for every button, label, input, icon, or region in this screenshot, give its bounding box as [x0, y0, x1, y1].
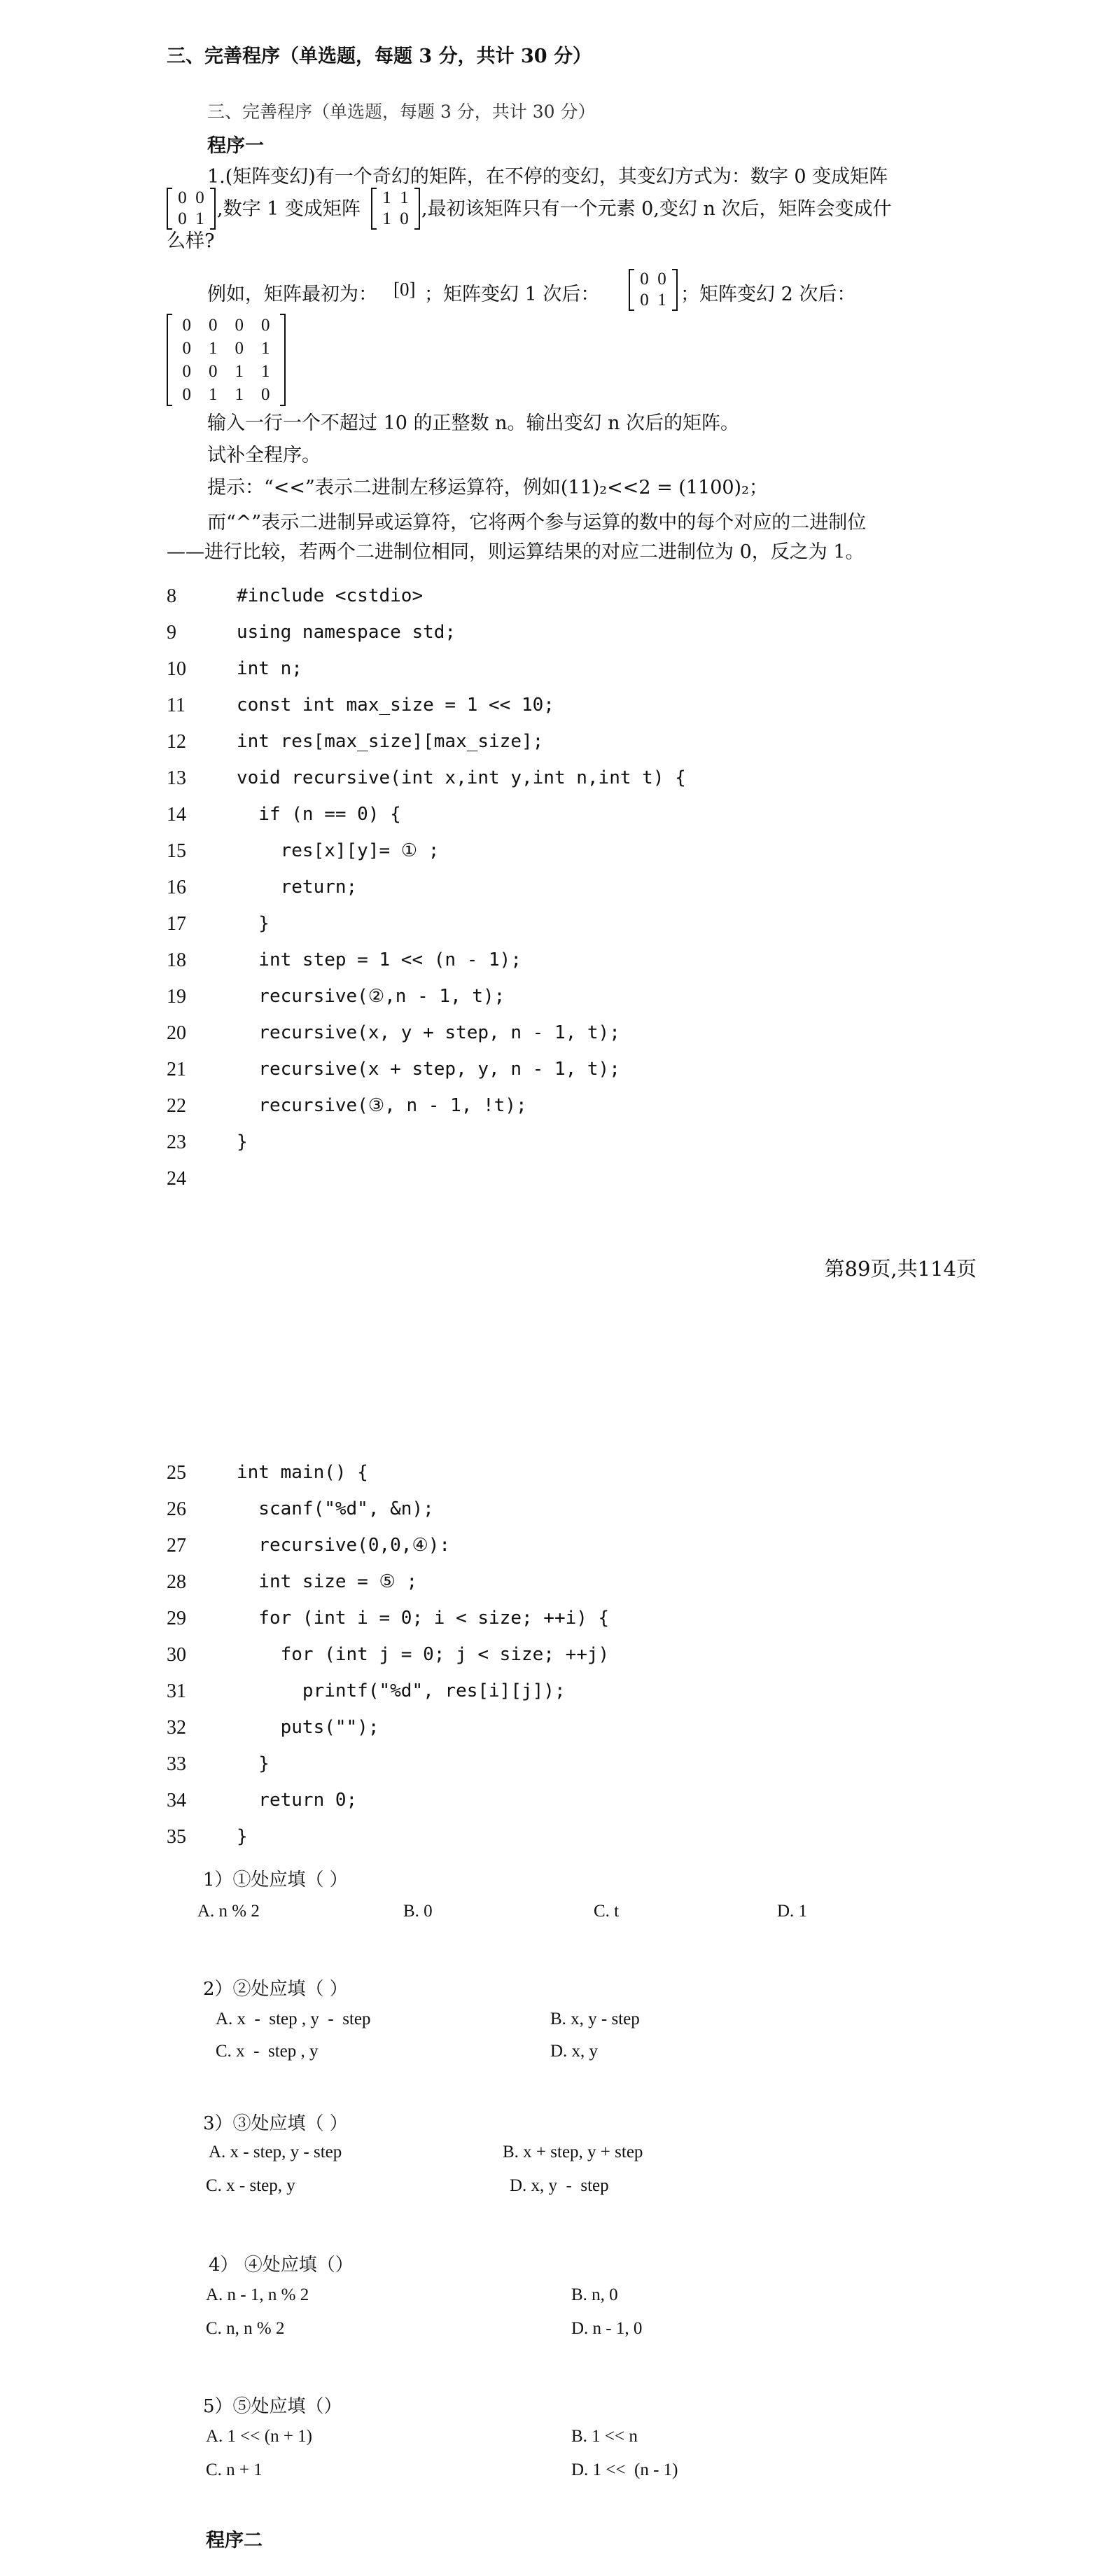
input-description: 输入一行一个不超过 10 的正整数 n。输出变幻 n 次后的矩阵。 [207, 412, 740, 434]
line-number: 11 [167, 695, 186, 716]
code-text: for (int i = 0; i < size; ++i) { [237, 1608, 610, 1629]
line-number: 22 [167, 1095, 186, 1117]
matrix-cell: 0 [640, 270, 649, 288]
matrix-cell: 0 [261, 315, 270, 335]
hint-line-2: 而“^”表示二进制异或运算符，它将两个参与运算的数中的每个对应的二进制位 [207, 512, 867, 534]
question-3-title: 3）③处应填（ ） [203, 2113, 348, 2134]
matrix-cell: 0 [235, 315, 244, 335]
matrix-cell: 1 [261, 338, 270, 358]
complete-instruction: 试补全程序。 [207, 445, 321, 466]
line-number: 19 [167, 986, 186, 1008]
matrix-cell: 0 [209, 315, 218, 335]
question-4-option-b: B. n, 0 [571, 2285, 618, 2304]
code-text: recursive(③, n - 1, !t); [237, 1095, 527, 1116]
code-text: int step = 1 << (n - 1); [237, 949, 522, 970]
matrix-cell: 0 [235, 338, 244, 358]
matrix-one [371, 188, 420, 230]
matrix-cell: 0 [640, 291, 649, 309]
matrix-cell: 0 [195, 188, 204, 207]
line-number: 24 [167, 1168, 186, 1190]
program-title: 程序一 [207, 135, 264, 157]
code-text: puts(""); [237, 1717, 379, 1738]
question-1-option-d: D. 1 [777, 1902, 808, 1921]
question-3-option-c: C. x - step, y [206, 2176, 295, 2195]
question-5-option-a: A. 1 << (n + 1) [206, 2427, 313, 2446]
code-text: scanf("%d", &n); [237, 1498, 434, 1519]
code-text: printf("%d", res[i][j]); [237, 1680, 566, 1701]
question-3-option-a: A. x - step, y - step [209, 2143, 342, 2161]
line-number: 18 [167, 949, 186, 971]
line-number: 16 [167, 877, 186, 898]
matrix-cell: 1 [382, 209, 391, 228]
line-number: 20 [167, 1022, 186, 1044]
line-number: 34 [167, 1790, 186, 1811]
question-2-option-d: D. x, y [550, 2042, 599, 2061]
question-2-option-b: B. x, y - step [550, 2010, 640, 2028]
line-number: 15 [167, 840, 186, 862]
matrix-cell: 0 [182, 338, 191, 358]
program-2-title: 程序二 [206, 2530, 263, 2551]
question-4-title: 4） ④处应填（） [209, 2255, 354, 2276]
example-text-b: ；矩阵变幻 1 次后： [424, 284, 600, 305]
matrix-cell: 1 [261, 361, 270, 381]
question-5-option-b: B. 1 << n [571, 2427, 638, 2446]
matrix-cell: 0 [182, 384, 191, 404]
code-text: void recursive(int x,int y,int n,int t) { [237, 767, 686, 788]
line-number: 35 [167, 1826, 186, 1848]
question-3-option-b: B. x + step, y + step [503, 2143, 643, 2161]
question-4-option-c: C. n, n % 2 [206, 2319, 285, 2338]
line-number: 26 [167, 1498, 186, 1520]
code-text: } [237, 913, 270, 934]
code-text: } [237, 1826, 248, 1847]
line-number: 17 [167, 913, 186, 935]
question-4-option-d: D. n - 1, 0 [571, 2319, 643, 2338]
matrix-cell: 1 [382, 188, 391, 207]
code-text: int size = ⑤ ; [237, 1571, 418, 1592]
code-text: return; [237, 877, 358, 898]
example-text-c: ；矩阵变幻 2 次后： [680, 284, 856, 305]
question-5-option-c: C. n + 1 [206, 2460, 263, 2479]
code-text: const int max_size = 1 << 10; [237, 695, 554, 716]
code-text: int main() { [237, 1462, 368, 1483]
hint-line-1: 提示：“<<”表示二进制左移运算符，例如(11)₂<<2 = (1100)₂； [207, 477, 768, 499]
line-number: 14 [167, 804, 186, 826]
question-1-option-b: B. 0 [403, 1902, 433, 1921]
line-number: 10 [167, 658, 186, 680]
line-number: 13 [167, 767, 186, 789]
problem-line-1: 1.(矩阵变幻)有一个奇幻的矩阵，在不停的变幻，其变幻方式为：数字 0 变成矩阵 [207, 166, 888, 188]
matrix-cell: 0 [209, 361, 218, 381]
question-1-title: 1）①处应填（ ） [203, 1870, 348, 1891]
page-number: 第89页,共114页 [824, 1257, 977, 1281]
line-number: 31 [167, 1680, 186, 1702]
problem-line-3: 么样? [167, 230, 215, 252]
matrix-cell: 0 [400, 209, 409, 228]
question-1-option-a: A. n % 2 [197, 1902, 260, 1921]
matrix-cell: 1 [209, 338, 218, 358]
matrix-cell: 1 [209, 384, 218, 404]
code-text: return 0; [237, 1790, 358, 1811]
question-2-option-a: A. x - step , y - step [216, 2010, 371, 2028]
matrix-cell: 1 [657, 291, 666, 309]
matrix-cell: 0 [178, 188, 187, 207]
sub-heading: 三、完善程序（单选题，每题 3 分，共计 30 分） [207, 102, 596, 122]
problem-line-2b: ,最初该矩阵只有一个元素 0,变幻 n 次后，矩阵会变成什 [421, 198, 892, 220]
line-number: 30 [167, 1644, 186, 1666]
matrix-cell: 0 [178, 209, 187, 228]
matrix-cell: 1 [235, 361, 244, 381]
line-number: 9 [167, 622, 176, 643]
question-4-option-a: A. n - 1, n % 2 [206, 2285, 309, 2304]
line-number: 12 [167, 731, 186, 753]
matrix-cell: 1 [400, 188, 409, 207]
matrix-step-1 [629, 269, 678, 311]
line-number: 8 [167, 585, 176, 607]
code-text: } [237, 1132, 248, 1153]
line-number: 25 [167, 1462, 186, 1484]
code-text: #include <cstdio> [237, 585, 424, 606]
matrix-cell: 0 [261, 384, 270, 404]
code-text: for (int j = 0; j < size; ++j) [237, 1644, 610, 1665]
matrix-cell: 0 [182, 361, 191, 381]
line-number: 23 [167, 1132, 186, 1153]
line-number: 27 [167, 1535, 186, 1557]
question-3-option-d: D. x, y - step [510, 2176, 609, 2195]
code-text: recursive(②,n - 1, t); [237, 986, 505, 1007]
matrix-cell: 1 [195, 209, 204, 228]
matrix-zero [167, 188, 216, 230]
hint-line-3: ——进行比较，若两个二进制位相同，则运算结果的对应二进制位为 0，反之为 1。 [167, 541, 865, 563]
matrix-cell: 1 [235, 384, 244, 404]
code-text: using namespace std; [237, 622, 456, 643]
line-number: 29 [167, 1608, 186, 1629]
code-text: recursive(x, y + step, n - 1, t); [237, 1022, 620, 1043]
question-5-option-d: D. 1 << (n - 1) [571, 2460, 678, 2479]
question-1-option-c: C. t [594, 1902, 620, 1921]
question-5-title: 5）⑤处应填（） [203, 2396, 342, 2417]
line-number: 28 [167, 1571, 186, 1593]
matrix-cell: 0 [657, 270, 666, 288]
section-title: 三、完善程序（单选题，每题 3 分，共计 30 分） [167, 46, 592, 67]
line-number: 21 [167, 1059, 186, 1080]
line-number: 33 [167, 1753, 186, 1775]
matrix-cell: 0 [182, 315, 191, 335]
line-number: 32 [167, 1717, 186, 1739]
code-text: int n; [237, 658, 302, 679]
problem-line-2a: ,数字 1 变成矩阵 [217, 198, 361, 220]
code-text: if (n == 0) { [237, 804, 401, 825]
code-text: recursive(0,0,④): [237, 1535, 451, 1556]
example-initial-matrix: [0] [393, 279, 416, 300]
matrix-step-2 [167, 314, 286, 406]
question-2-option-c: C. x - step , y [216, 2042, 319, 2061]
code-text: recursive(x + step, y, n - 1, t); [237, 1059, 620, 1080]
code-text: int res[max_size][max_size]; [237, 731, 544, 752]
code-text: res[x][y]= ① ; [237, 840, 440, 861]
question-2-title: 2）②处应填（ ） [203, 1979, 348, 2000]
code-text: } [237, 1753, 270, 1774]
example-text-a: 例如，矩阵最初为： [207, 284, 377, 305]
